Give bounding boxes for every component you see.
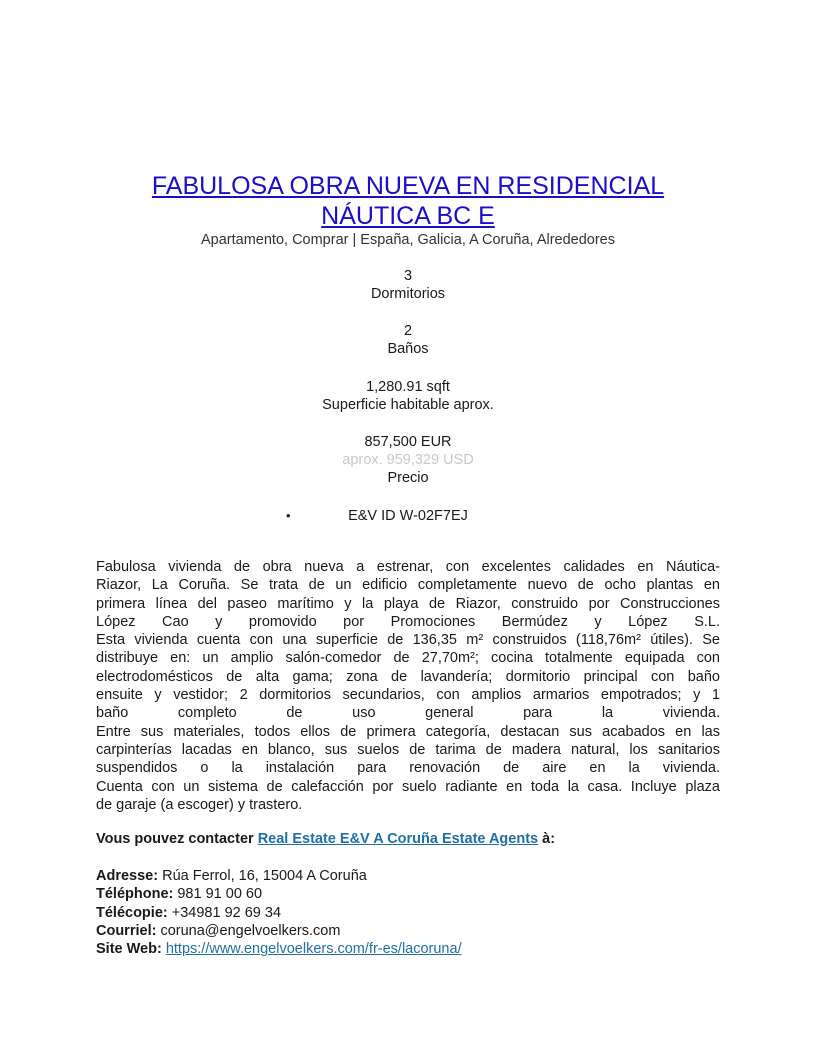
description-line: López Cao y promovido por Promociones Bermúdez y López S.L. (96, 613, 720, 630)
description-line: ensuite y vestidor; 2 dormitorios secundarios, con amplios armarios empotrados; y 1 (96, 687, 720, 704)
website-link[interactable]: https://www.engelvoelkers.com/fr-es/lacoruna/ (165, 941, 462, 958)
fax-row (96, 904, 720, 922)
description-line: Esta vivienda cuenta con una superficie de 136,35 m² construidos (118,76m² útiles). Se (96, 632, 720, 649)
list-item (96, 507, 720, 525)
description-line: primera línea del paseo marítimo y la playa de Riazor, construido por Construcciones (96, 595, 720, 612)
bathrooms-value: 2 (403, 323, 413, 339)
price-stat (96, 433, 720, 487)
bathrooms-stat (96, 322, 720, 358)
area-value: 1,280.91 sqft (366, 379, 450, 395)
fax-label: Télécopie: (96, 904, 168, 921)
description-line: baño completo de uso general para la vivienda. (96, 705, 720, 722)
contact-intro: Vous pouvez contacter (96, 831, 258, 847)
description-line: suspendidos o la instalación para renovación de aire en la vivienda. (96, 760, 720, 777)
website-label: Site Web: (96, 941, 162, 958)
email-value: coruna@engelvoelkers.com (156, 922, 341, 939)
contact-details (96, 867, 720, 958)
address-row (96, 867, 720, 885)
description-line: Cuenta con un sistema de calefacción por suelo radiante en toda la casa. Incluye plaza (96, 778, 720, 795)
description-line: Entre sus materiales, todos ellos de primera categoría, destacan sus acabados en las (96, 723, 720, 740)
listing-subtitle: Apartamento, Comprar | España, Galicia, A Coruña, Alrededores (200, 232, 615, 248)
description-line: carpinterías lacadas en blanco, sus suelos de tarima de madera natural, los sanitarios (96, 741, 720, 758)
area-stat (96, 378, 720, 414)
bedrooms-value: 3 (403, 268, 413, 284)
address-value: Rúa Ferrol, 16, 15004 A Coruña (158, 868, 367, 884)
listing-title-link[interactable] (152, 172, 664, 230)
description (96, 558, 720, 814)
price-label: Precio (387, 470, 429, 486)
description-line: Fabulosa vivienda de obra nueva a estrenar, con excelentes calidades en Náutica- (96, 559, 720, 575)
price-value: 857,500 EUR (364, 434, 452, 450)
email-row (96, 922, 720, 940)
description-line: de garaje (a escoger) y trastero. (96, 796, 303, 813)
listing-title-line2: NÁUTICA BC E (321, 202, 495, 230)
phone-label: Téléphone: (96, 886, 174, 903)
price-usd: aprox. 959,329 USD (342, 452, 474, 468)
address-label: Adresse: (96, 868, 159, 884)
email-label: Courriel: (96, 922, 157, 939)
bullet-icon: • (286, 508, 291, 523)
description-line: electrodomésticos de alta gama; zona de lavandería; dormitorio principal con baño (96, 668, 720, 685)
description-line: Riazor, La Coruña. Se trata de un edificio completamente nuevo de ocho plantas en (96, 577, 720, 594)
ev-id: E&V ID W-02F7EJ (348, 508, 468, 524)
contact-intro-end: à: (538, 831, 556, 847)
agency-link[interactable]: Real Estate E&V A Coruña Estate Agents (257, 831, 539, 847)
phone-value: 981 91 00 60 (173, 886, 263, 903)
website-row (96, 940, 720, 958)
area-label: Superficie habitable aprox. (322, 397, 494, 413)
id-list (96, 507, 720, 525)
listing-title (96, 171, 720, 231)
fax-value: +34981 92 69 34 (167, 904, 282, 921)
description-line: distribuye en: un amplio salón-comedor de 27,70m²; cocina totalmente equipada con (96, 650, 720, 667)
phone-row (96, 885, 720, 903)
bedrooms-label: Dormitorios (370, 286, 446, 302)
contact-heading (96, 830, 720, 848)
bathrooms-label: Baños (387, 341, 429, 357)
bedrooms-stat (96, 267, 720, 303)
listing-title-line1: FABULOSA OBRA NUEVA EN RESIDENCIAL (151, 172, 665, 200)
